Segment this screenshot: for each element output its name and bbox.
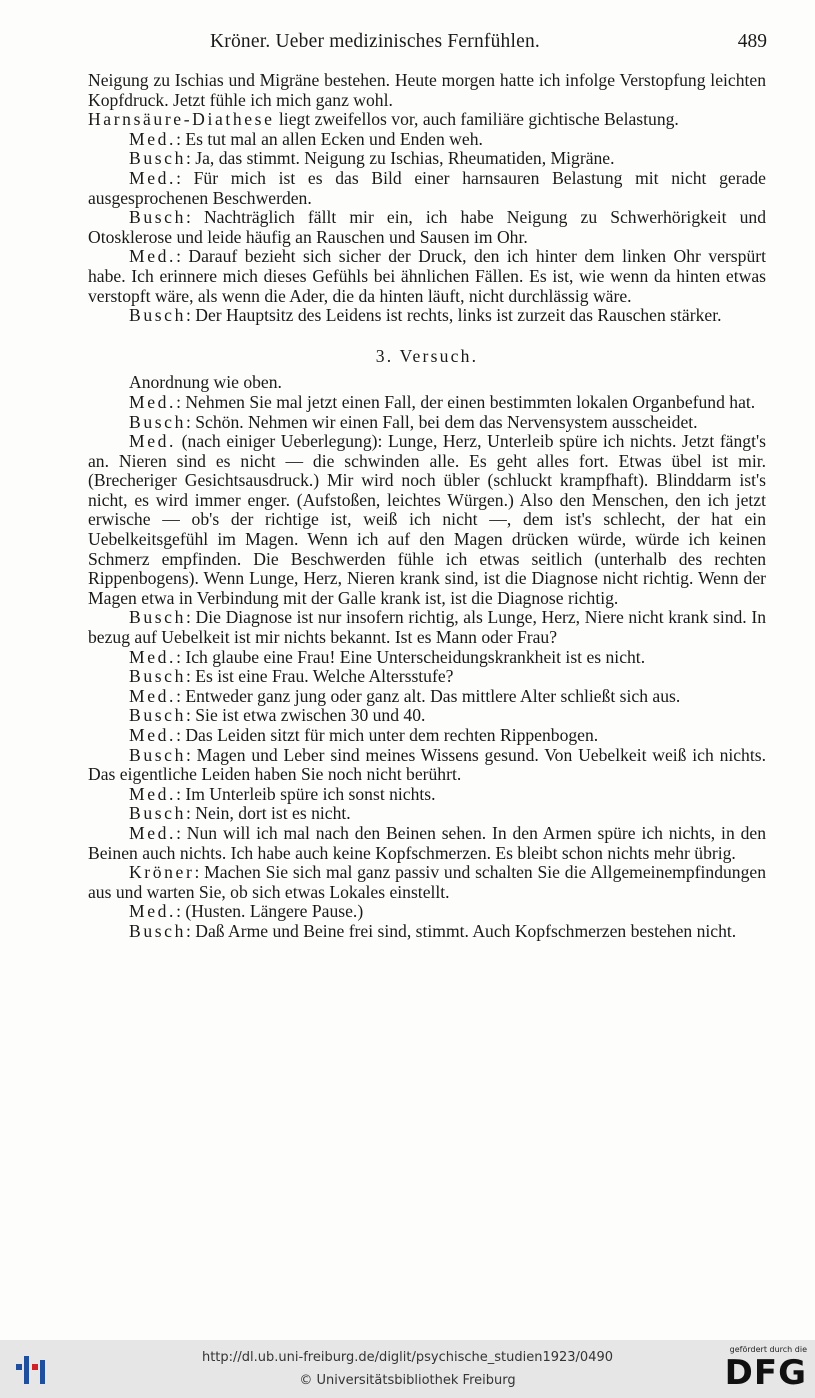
dialogue-line: Med.: Für mich ist es das Bild einer harnsauren Belastung mit nicht gerade ausgesprochenen Beschwerden. — [88, 167, 766, 208]
funding-note: gefördert durch die — [729, 1345, 807, 1354]
dfg-wordmark: DFG — [724, 1353, 807, 1393]
dialogue-line: Med.: Nun will ich mal nach den Beinen sehen. In den Armen spüre ich nichts, in den Beinen auch nichts. Ich habe auch keine Kopfschmerzen. Es bleibt schon nichts mehr übrig. — [88, 822, 766, 863]
paragraph: Harnsäure-Diathese liegt zweifellos vor, auch familiäre gichtische Belastung. — [88, 109, 679, 130]
copyright-notice: © Universitätsbibliothek Freiburg — [299, 1373, 516, 1388]
speaker: Med. — [129, 167, 177, 188]
speaker: Busch — [129, 744, 186, 765]
dialogue-line: Busch: Schön. Nehmen wir einen Fall, bei dem das Nervensystem ausscheidet. — [129, 411, 698, 432]
dialogue-line: Busch: Nein, dort ist es nicht. — [129, 803, 351, 824]
dialogue-line: Med.: Das Leiden sitzt für mich unter dem rechten Rippenbogen. — [129, 725, 599, 745]
speaker: Busch — [129, 920, 186, 941]
speaker: Med. — [129, 725, 177, 745]
dialogue-line: Med.: (Husten. Längere Pause.) — [129, 901, 364, 922]
dialogue-line: Med.: Entweder ganz jung oder ganz alt. Das mittlere Alter schließt sich aus. — [129, 685, 681, 706]
dialogue-line: Busch: Magen und Leber sind meines Wissens gesund. Von Uebelkeit weiß ich nichts. Das eigentliche Leiden haben Sie noch nicht berührt. — [88, 744, 766, 785]
dialogue-line: Med.: Es tut mal an allen Ecken und Enden weh. — [129, 128, 483, 149]
dialogue-line: Busch: Es ist eine Frau. Welche Altersstufe? — [129, 666, 454, 687]
dialogue-line: Med.: Ich glaube eine Frau! Eine Unterscheidungskrankheit ist es nicht. — [129, 646, 646, 667]
speaker: Busch — [129, 666, 186, 687]
speaker: Busch — [129, 705, 186, 726]
dialogue-line: Busch: Nachträglich fällt mir ein, ich habe Neigung zu Schwerhörigkeit und Otosklerose und leide häufig an Rauschen und Sausen im Ohr. — [88, 207, 766, 247]
body-text — [88, 71, 766, 942]
speaker: Busch — [129, 148, 186, 169]
speaker: Med. — [129, 646, 177, 667]
speaker: Med. — [129, 128, 177, 149]
source-url-link[interactable]: http://dl.ub.uni-freiburg.de/diglit/psychische_studien1923/0490 — [201, 1350, 614, 1365]
dialogue-line: Med.: Im Unterleib spüre ich sonst nichts. — [129, 783, 436, 804]
speaker: Med. — [129, 685, 177, 706]
speaker: Busch — [129, 803, 186, 824]
speaker: Busch — [129, 305, 186, 326]
term: Harnsäure-Diathese — [88, 109, 275, 130]
dialogue-line: Med.: Darauf bezieht sich sicher der Druck, den ich hinter dem linken Ohr verspürt habe. Ich erinnere mich dieses Gefühls bei ähnlichen Fällen. Es ist, wie wenn da hinten etwas verstopft wäre, als wenn die Ader, die da hinten läuft, nicht durchlässig wäre. — [88, 246, 766, 306]
dialogue-line: Med. (nach einiger Ueberlegung): Lunge, Herz, Unterleib spüre ich nichts. Jetzt fängt's an. Nieren sind es nicht — die schwinden alle. Es geht alles fort. Etwas übel ist mir. (Brecheriger Gesichtsausdruck.) Mir wird noch übler (schluckt krampfhaft). Blinddarm ist's nicht, es wird immer enger. (Aufstoßen, leichtes Würgen.) Also den Menschen, den ich jetzt erwische — ob's der richtige ist, weiß ich nicht —, dem ist's schlecht, der hat ein Uebelkeitsgefühl im Magen. Wenn ich auf den Magen drücken würde, würde ich keinen Schmerz empfinden. Die Beschwerden fühle ich etwas seitlich (unterhalb des rechten Rippenbogens). Wenn Lunge, Herz, Nieren krank sind, ist die Diagnose nicht richtig. Wenn der Magen etwa in Verbindung mit der Galle krank ist, ist die Diagnose richtig. — [88, 431, 766, 608]
dfg-logo — [717, 1345, 807, 1395]
speaker: Med. — [129, 822, 177, 843]
speaker: Med. — [129, 783, 177, 804]
speaker: Med. — [129, 431, 177, 452]
dialogue-line: Med.: Nehmen Sie mal jetzt einen Fall, der einen bestimmten lokalen Organbefund hat. — [129, 391, 756, 412]
speaker: Med. — [129, 901, 177, 922]
running-header — [210, 31, 767, 57]
dialogue-line: Busch: Sie ist etwa zwischen 30 und 40. — [129, 705, 426, 726]
speaker: Kröner — [129, 862, 195, 883]
dialogue-line: Busch: Daß Arme und Beine frei sind, stimmt. Auch Kopfschmerzen bestehen nicht. — [129, 920, 737, 941]
viewer-footer — [0, 1340, 815, 1398]
page-number: 489 — [737, 31, 767, 52]
dialogue-line: Busch: Der Hauptsitz des Leidens ist rechts, links ist zurzeit das Rauschen stärker. — [129, 305, 722, 326]
dialogue-line: Busch: Die Diagnose ist nur insofern richtig, als Lunge, Herz, Niere nicht krank sind. In bezug auf Uebelkeit ist mir nichts bekannt. Ist es Mann oder Frau? — [88, 607, 766, 648]
dialogue-line: Anordnung wie oben. — [129, 372, 282, 393]
dialogue-line: Kröner: Machen Sie sich mal ganz passiv und schalten Sie die Allgemeinempfindungen aus und warten Sie, ob sich etwas Lokales einstellt. — [88, 862, 766, 902]
speaker: Med. — [129, 246, 177, 267]
speaker: Busch — [129, 607, 186, 628]
speaker: Busch — [129, 207, 186, 228]
dialogue-line: Busch: Ja, das stimmt. Neigung zu Ischias, Rheumatiden, Migräne. — [129, 148, 615, 169]
speaker: Busch — [129, 411, 186, 432]
running-title: Kröner. Ueber medizinisches Fernfühlen. — [210, 31, 540, 52]
speaker: Med. — [129, 391, 177, 412]
paragraph: Neigung zu Ischias und Migräne bestehen. Heute morgen hatte ich infolge Verstopfung leichten Kopfdruck. Jetzt fühle ich mich ganz wohl. — [88, 70, 766, 110]
section-heading: 3. Versuch. — [375, 345, 479, 366]
